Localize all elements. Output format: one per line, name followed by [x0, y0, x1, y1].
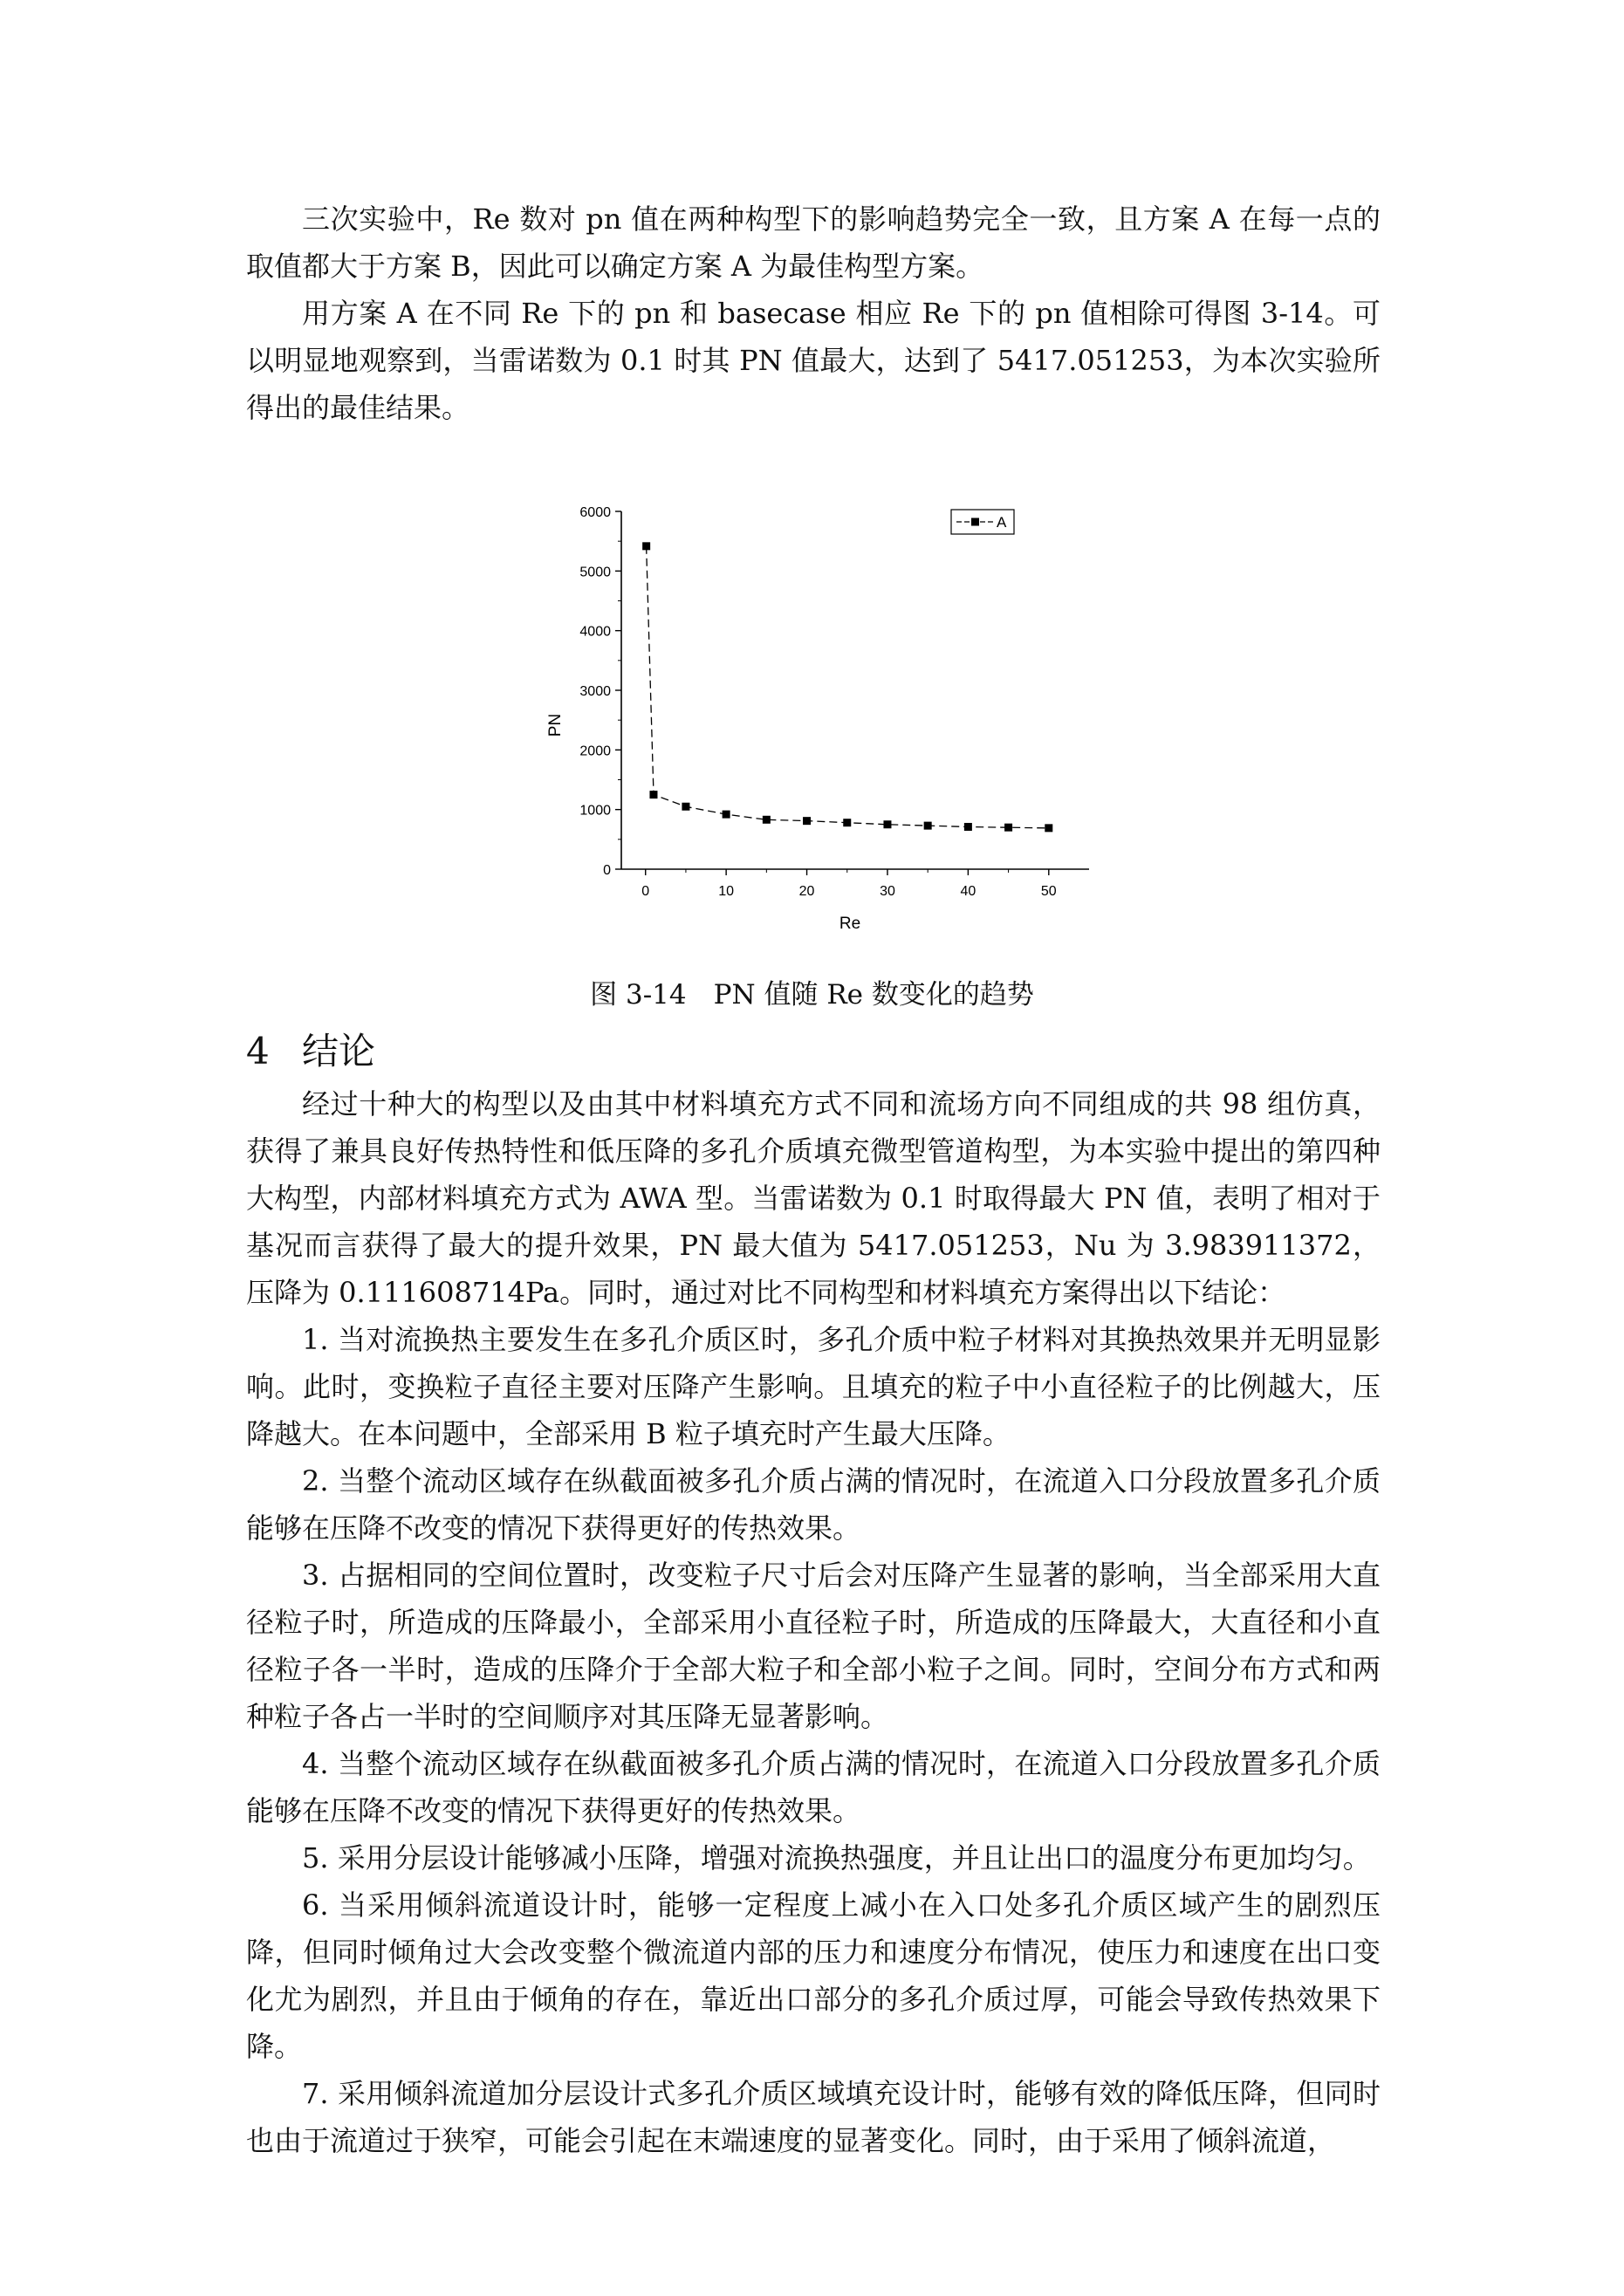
- x-tick-label: 30: [880, 884, 895, 899]
- data-point-marker: [964, 823, 972, 831]
- data-point-marker: [763, 816, 771, 824]
- y-tick-label: 1000: [579, 803, 611, 819]
- y-tick-label: 2000: [579, 744, 611, 759]
- y-tick-label: 3000: [579, 684, 611, 699]
- data-point-marker: [803, 817, 811, 825]
- chart-axes: [546, 505, 1089, 933]
- x-tick-label: 0: [641, 884, 650, 899]
- data-point-marker: [843, 819, 851, 826]
- y-tick-label: 0: [603, 863, 611, 878]
- data-point-marker: [723, 811, 730, 819]
- y-tick-label: 6000: [579, 505, 611, 520]
- x-tick-label: 10: [718, 884, 735, 899]
- section-heading: [246, 1023, 375, 1075]
- data-point-marker: [924, 822, 932, 830]
- conclusion-item-2: 2. 当整个流动区域存在纵截面被多孔介质占满的情况时，在流道入口分段放置多孔介质能够在压降不改变的情况下获得更好的传热效果。: [246, 1464, 1381, 1545]
- chart-series: [642, 542, 1052, 832]
- legend-label: A: [997, 514, 1007, 531]
- conclusion-item-7: 7. 采用倾斜流道加分层设计式多孔介质区域填充设计时，能够有效的降低压降，但同时也由于流道过于狭窄，可能会引起在末端速度的显著变化。同时，由于采用了倾斜流道，: [246, 2077, 1381, 2157]
- y-axis-label: PN: [546, 713, 565, 737]
- y-tick-label: 5000: [579, 565, 611, 580]
- series-line-A: [647, 546, 1049, 828]
- x-tick-label: 50: [1040, 884, 1057, 899]
- x-tick-label: 20: [798, 884, 815, 899]
- data-point-marker: [1004, 824, 1012, 832]
- conclusion-summary-paragraph: 经过十种大的构型以及由其中材料填充方式不同和流场方向不同组成的共 98 组仿真，获得了兼具良好传热特性和低压降的多孔介质填充微型管道构型，为本实验中提出的第四种大构型，内部材料填充方式为 AWA 型。当雷诺数为 0.1 时取得最大 PN 值，表明了相对于基况而言获得了最大的提升效果，PN 最大值为 5417.051253，Nu 为 3.983911372，压降为 0.111608714Pa。同时，通过对比不同构型和材料填充方案得出以下结论：: [246, 1087, 1381, 1309]
- data-point-marker: [682, 803, 689, 811]
- figure-caption: 图 3-14 PN 值随 Re 数变化的趋势: [590, 979, 1034, 1011]
- data-point-marker: [1045, 824, 1052, 832]
- pn-vs-re-chart: [524, 496, 1134, 941]
- data-point-marker: [649, 791, 657, 798]
- section-title: 结论: [302, 1030, 376, 1073]
- conclusion-item-3: 3. 占据相同的空间位置时，改变粒子尺寸后会对压降产生显著的影响，当全部采用大直径粒子时，所造成的压降最小，全部采用小直径粒子时，所造成的压降最大，大直径和小直径粒子各一半时，造成的压降介于全部大粒子和全部小粒子之间。同时，空间分布方式和两种粒子各占一半时的空间顺序对其压降无显著影响。: [246, 1559, 1381, 1733]
- data-point-marker: [883, 820, 891, 828]
- section-number: 4: [246, 1030, 270, 1073]
- conclusion-item-5: 5. 采用分层设计能够减小压降，增强对流换热强度，并且让出口的温度分布更加均匀。: [302, 1841, 1371, 1874]
- chart-legend: [951, 510, 1014, 534]
- x-tick-label: 40: [960, 884, 976, 899]
- x-axis-label: Re: [839, 915, 861, 933]
- legend-marker: [971, 518, 979, 526]
- conclusion-item-1: 1. 当对流换热主要发生在多孔介质区时，多孔介质中粒子材料对其换热效果并无明显影响。此时，变换粒子直径主要对压降产生影响。且填充的粒子中小直径粒子的比例越大，压降越大。在本问题中，全部采用 B 粒子填充时产生最大压降。: [246, 1323, 1381, 1450]
- paragraph-intro-2: 用方案 A 在不同 Re 下的 pn 和 basecase 相应 Re 下的 pn 值相除可得图 3-14。可以明显地观察到，当雷诺数为 0.1 时其 PN 值最大，达到了 5417.051253，为本次实验所得出的最佳结果。: [246, 297, 1381, 424]
- conclusion-item-4: 4. 当整个流动区域存在纵截面被多孔介质占满的情况时，在流道入口分段放置多孔介质能够在压降不改变的情况下获得更好的传热效果。: [246, 1747, 1381, 1827]
- data-point-marker: [642, 542, 650, 550]
- y-tick-label: 4000: [579, 624, 611, 640]
- conclusion-item-6: 6. 当采用倾斜流道设计时，能够一定程度上减小在入口处多孔介质区域产生的剧烈压降，但同时倾角过大会改变整个微流道内部的压力和速度分布情况，使压力和速度在出口变化尤为剧烈，并且由于倾角的存在，靠近出口部分的多孔介质过厚，可能会导致传热效果下降。: [246, 1888, 1381, 2063]
- paragraph-intro-1: 三次实验中，Re 数对 pn 值在两种构型下的影响趋势完全一致，且方案 A 在每一点的取值都大于方案 B，因此可以确定方案 A 为最佳构型方案。: [246, 202, 1381, 283]
